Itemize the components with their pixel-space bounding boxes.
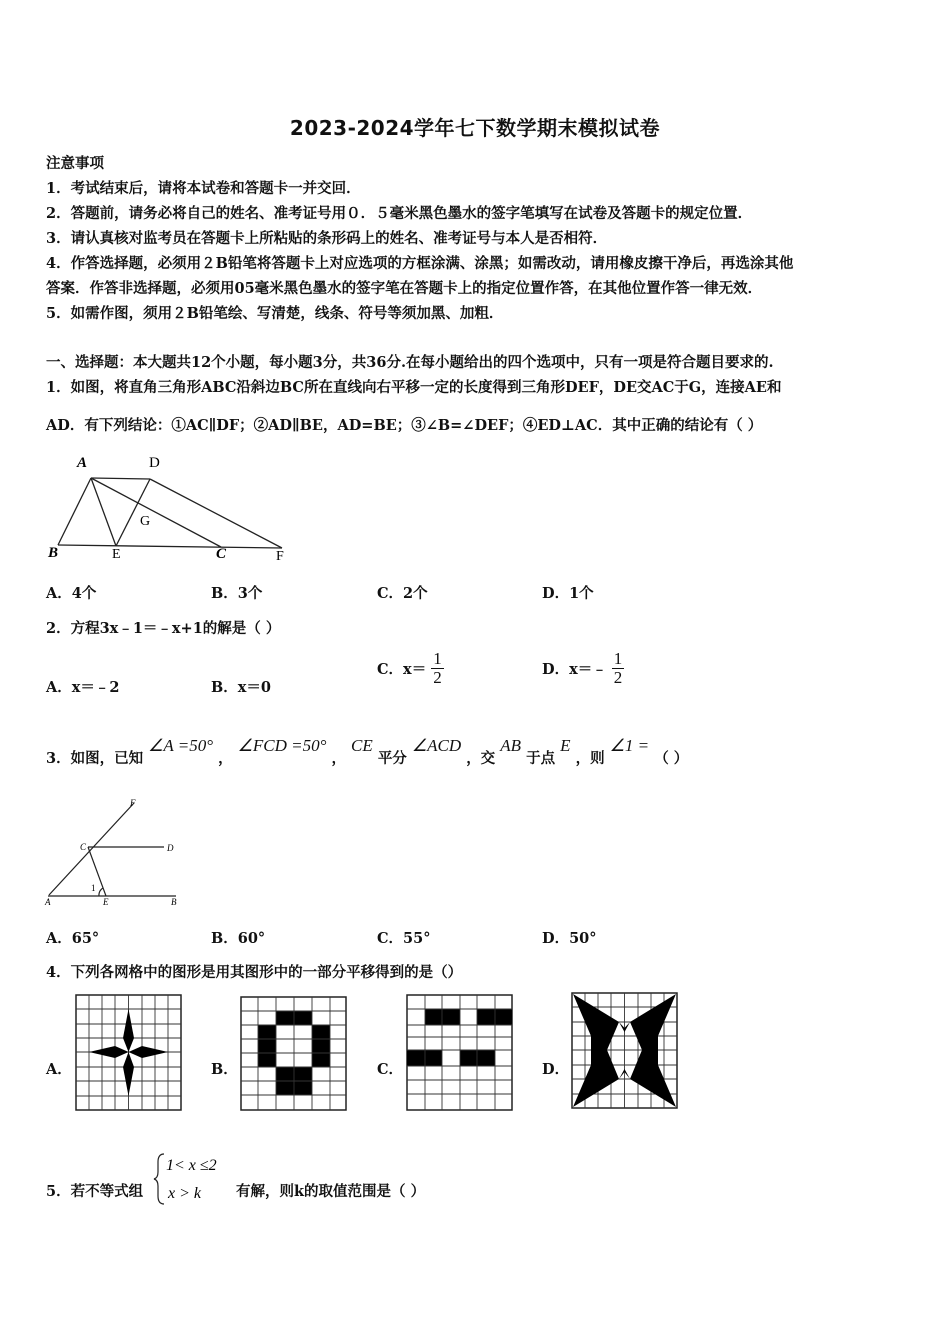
q1-option-a[interactable]: A．4个 <box>46 585 97 602</box>
q1-option-b[interactable]: B．3个 <box>211 585 263 602</box>
q2-option-prefix: B． <box>211 679 238 696</box>
q5-inequality-2: x > k <box>168 1185 201 1202</box>
q4-grid-c <box>406 994 514 1112</box>
fraction-denominator: 2 <box>613 668 623 687</box>
q3-figure <box>44 795 184 907</box>
q3-label-a: A <box>45 897 51 907</box>
q3-math: E <box>560 736 571 755</box>
q2-option-b[interactable] <box>211 676 271 697</box>
q1-label-a: A <box>77 455 88 471</box>
q3-math: CE <box>351 736 373 755</box>
q2-option-a[interactable] <box>46 676 120 697</box>
section-heading: 一、选择题：本大题共12个小题，每小题3分，共36分.在每小题给出的四个选项中，只有一项是符合题目要求的. <box>46 354 774 371</box>
q4-grid-b <box>240 996 348 1112</box>
q4-grid-a <box>75 994 183 1112</box>
q4-grid-d <box>571 992 679 1110</box>
q3-option-d[interactable]: D．50° <box>542 930 597 947</box>
q4-option-label-d[interactable]: D． <box>542 1061 570 1078</box>
q5-inequality-1: 1< x ≤2 <box>166 1157 217 1174</box>
notice-heading: 注意事项 <box>46 155 104 172</box>
q1-option-d[interactable]: D．1个 <box>542 585 594 602</box>
q2-option-text: x＝﹣ <box>569 661 607 678</box>
notice-item: 5．如需作图，须用２B铅笔绘、写清楚，线条、符号等须加黑、加粗． <box>46 305 504 322</box>
notice-item: 2．答题前，请务必将自己的姓名、准考证号用０．５毫米黑色墨水的签字笔填写在试卷及答题卡的规定位置． <box>46 205 753 222</box>
notice-item: 3．请认真核对监考员在答题卡上所粘贴的条形码上的姓名、准考证号与本人是否相符． <box>46 230 608 247</box>
q3-option-c[interactable]: C．55° <box>377 930 431 947</box>
q3-math: ∠1 = <box>609 736 650 755</box>
q3-text: 于点 <box>526 750 556 767</box>
q2-option-prefix: A． <box>46 679 72 696</box>
q3-option-b[interactable]: B．60° <box>211 930 266 947</box>
page-title: 2023-2024学年七下数学期末模拟试卷 <box>289 116 661 140</box>
notice-item: 答案．作答非选择题，必须用05毫米黑色墨水的签字笔在答题卡上的指定位置作答，在其他位置作答一律无效． <box>46 280 763 297</box>
q2-option-text: x＝ <box>403 661 427 678</box>
q3-option-a[interactable]: A．65° <box>46 930 100 947</box>
q1-option-c[interactable]: C．2个 <box>377 585 428 602</box>
q1-stem-line2: AD．有下列结论：①AC∥DF；②AD∥BE，AD=BE；③∠B=∠DEF；④ED⊥AC．其中正确的结论有（ ） <box>46 417 763 434</box>
q3-text: ， <box>331 750 346 767</box>
q1-figure <box>44 450 294 565</box>
q4-option-label-c[interactable]: C． <box>377 1061 404 1078</box>
q3-label-d: D <box>167 843 174 853</box>
q3-math: ∠FCD =50° <box>237 736 327 755</box>
q4-stem: 4．下列各网格中的图形是用其图形中的一部分平移得到的是（） <box>46 964 463 981</box>
q2-option-c[interactable] <box>377 650 444 687</box>
q3-text: ，交 <box>466 750 496 767</box>
q3-math: ∠A =50° <box>148 736 213 755</box>
q1-stem-line1: 1．如图，将直角三角形ABC沿斜边BC所在直线向右平移一定的长度得到三角形DEF，DE交AC于G，连接AE和 <box>46 379 782 396</box>
q3-label-c: C <box>80 842 87 852</box>
q3-label-b: B <box>171 897 177 907</box>
q3-label-1: 1 <box>91 883 96 893</box>
q2-fraction <box>612 650 625 687</box>
q3-text: ，则 <box>575 750 605 767</box>
q3-text: 平分 <box>377 750 407 767</box>
q3-stem <box>46 736 689 768</box>
q1-label-e: E <box>112 547 121 562</box>
q1-label-f: F <box>276 549 284 564</box>
q3-math: AB <box>500 736 522 755</box>
q2-option-d[interactable] <box>542 650 624 687</box>
q3-text: （ ） <box>654 750 689 767</box>
q2-fraction <box>431 650 444 687</box>
q3-label-f: F <box>130 798 136 808</box>
q2-option-text: x＝﹣2 <box>71 679 120 696</box>
q3-label-e: E <box>103 897 109 907</box>
q3-text: 3．如图，已知 <box>46 750 144 767</box>
q2-option-text: x＝0 <box>237 679 271 696</box>
q5-prefix: 5．若不等式组 <box>46 1183 144 1200</box>
fraction-denominator: 2 <box>433 668 442 687</box>
q4-option-label-a[interactable]: A． <box>46 1061 72 1078</box>
q5-suffix: 有解，则k的取值范围是（ ） <box>236 1183 426 1200</box>
q3-math: ∠ACD <box>411 736 462 755</box>
q1-label-b: B <box>48 545 59 561</box>
q2-option-prefix: C． <box>377 661 404 678</box>
notice-item: 4．作答选择题，必须用２B铅笔将答题卡上对应选项的方框涂满、涂黑；如需改动，请用橡皮擦干净后，再选涂其他 <box>46 255 794 272</box>
q1-label-d: D <box>149 455 160 471</box>
notice-item: 1．考试结束后，请将本试卷和答题卡一并交回． <box>46 180 361 197</box>
q1-label-g: G <box>140 514 151 529</box>
q3-text: ， <box>218 750 233 767</box>
q4-option-label-b[interactable]: B． <box>211 1061 238 1078</box>
q2-option-prefix: D． <box>542 661 570 678</box>
q2-stem: 2．方程3x﹣1＝﹣x+1的解是（ ） <box>46 620 281 637</box>
fraction-numerator: 1 <box>433 649 442 668</box>
fraction-numerator: 1 <box>613 649 623 668</box>
q5-brace <box>152 1150 234 1208</box>
q1-label-c: C <box>216 546 227 562</box>
